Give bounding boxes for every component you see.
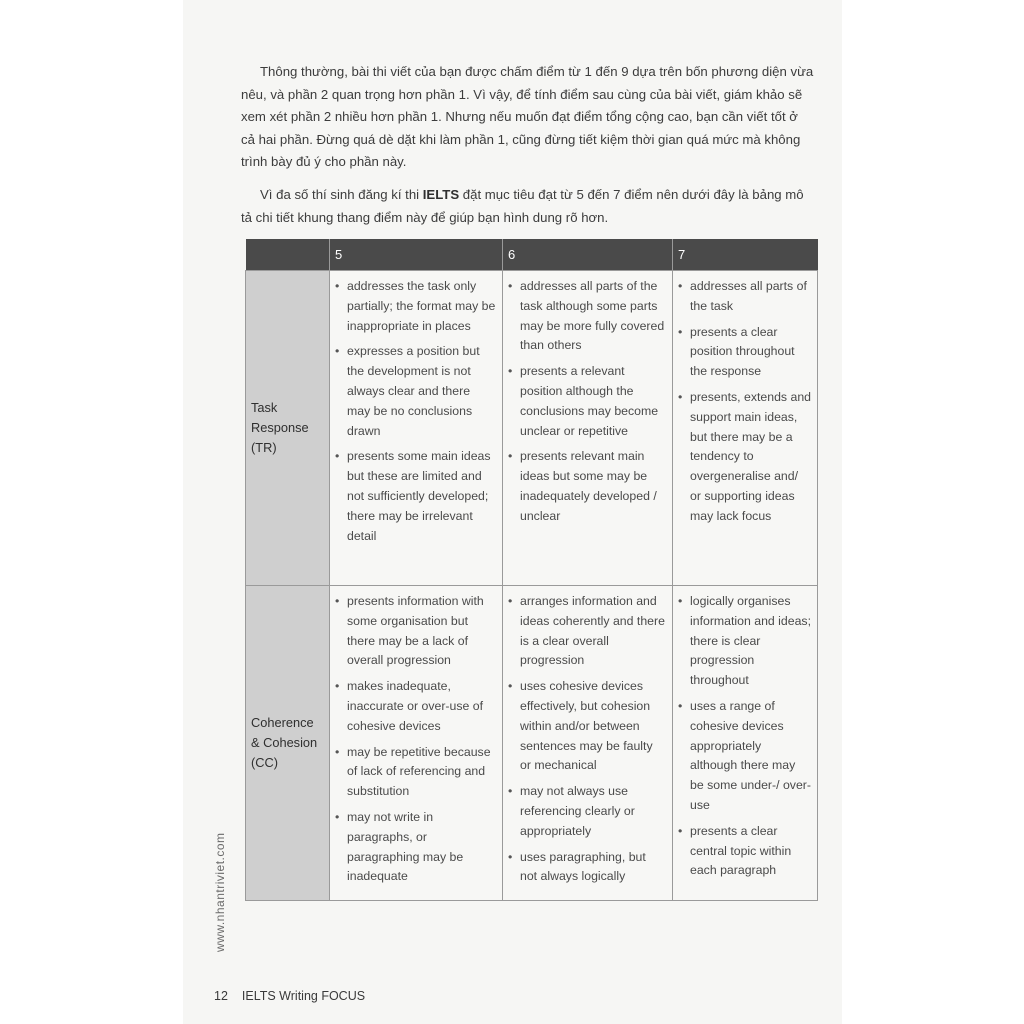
page-number: 12 xyxy=(214,989,228,1003)
tr-band-6-cell xyxy=(503,271,673,586)
table-header-row xyxy=(246,239,818,271)
list-item: • may not write in paragraphs, or paragraphing may be inadequate xyxy=(334,808,496,887)
list-item: • addresses all parts of the task although some parts may be more fully covered than others xyxy=(507,277,666,356)
cc-band-7-cell xyxy=(673,586,818,901)
list-item: • presents information with some organisation but there may be a lack of overall progression xyxy=(334,592,496,671)
table-row-task-response xyxy=(246,271,818,586)
intro-paragraph-2 xyxy=(241,184,815,229)
list-item: • makes inadequate, inaccurate or over-use of cohesive devices xyxy=(334,677,496,736)
list-item: • uses cohesive devices effectively, but cohesion within and/or between sentences may be faulty or mechanical xyxy=(507,677,666,776)
list-item: • may be repetitive because of lack of referencing and substitution xyxy=(334,743,496,802)
list-item: • presents a relevant position although the conclusions may become unclear or repetitive xyxy=(507,362,666,441)
list-item: • presents some main ideas but these are limited and not sufficiently developed; there may be irrelevant detail xyxy=(334,447,496,546)
list-item: • addresses all parts of the task xyxy=(677,277,811,317)
list-item: • may not always use referencing clearly or appropriately xyxy=(507,782,666,841)
page-footer xyxy=(214,989,365,1003)
header-empty xyxy=(246,239,330,271)
book-page xyxy=(183,0,842,1024)
header-band-7: 7 xyxy=(673,239,818,271)
list-item: • presents relevant main ideas but some may be inadequately developed / unclear xyxy=(507,447,666,526)
header-band-5: 5 xyxy=(330,239,503,271)
intro-p2-ielts: IELTS xyxy=(422,187,460,202)
list-item: • presents a clear central topic within each paragraph xyxy=(677,822,811,881)
list-item: • uses paragraphing, but not always logically xyxy=(507,848,666,888)
list-item: • arranges information and ideas coherently and there is a clear overall progression xyxy=(507,592,666,671)
tr-band-5-cell xyxy=(330,271,503,586)
list-item: • addresses the task only partially; the format may be inappropriate in places xyxy=(334,277,496,336)
list-item: • presents a clear position throughout the response xyxy=(677,323,811,382)
list-item: • presents, extends and support main ideas, but there may be a tendency to overgeneralise and/ or supporting ideas may lack focus xyxy=(677,388,811,527)
cc-band-6-cell xyxy=(503,586,673,901)
list-item: • logically organises information and ideas; there is clear progression throughout xyxy=(677,592,811,691)
criterion-task-response: Task Response (TR) xyxy=(246,271,330,586)
list-item: • expresses a position but the development is not always clear and there may be no conclusions drawn xyxy=(334,342,496,441)
tr-band-7-cell xyxy=(673,271,818,586)
list-item: • uses a range of cohesive devices appropriately although there may be some under-/ over-use xyxy=(677,697,811,816)
table-row-coherence-cohesion xyxy=(246,586,818,901)
intro-p2-after: đặt mục tiêu đạt từ 5 đến 7 điểm nên dưới đây là bảng mô tả chi tiết khung thang điểm này để giúp bạn hình dung rõ hơn. xyxy=(241,187,804,225)
intro-p2-before: Vì đa số thí sinh đăng kí thi xyxy=(260,187,423,202)
band-descriptor-table xyxy=(245,239,818,901)
website-side-text: www.nhantriviet.com xyxy=(213,832,227,952)
header-band-6: 6 xyxy=(503,239,673,271)
intro-paragraph-1: Thông thường, bài thi viết của bạn được chấm điểm từ 1 đến 9 dựa trên bốn phương diện vừa nêu, và phần 2 quan trọng hơn phần 1. Vì vậy, để tính điểm sau cùng của bài viết, giám khảo sẽ xem xét phần 2 nhiều hơn phần 1. Nhưng nếu muốn đạt điểm tổng cộng cao, bạn cần viết tốt ở cả hai phần. Đừng quá dè dặt khi làm phần 1, cũng đừng tiết kiệm thời gian quá mức mà không trình bày đủ ý cho phần này. xyxy=(241,64,814,169)
criterion-coherence-cohesion: Coherence & Cohesion (CC) xyxy=(246,586,330,901)
book-title: IELTS Writing FOCUS xyxy=(241,989,366,1003)
cc-band-5-cell xyxy=(330,586,503,901)
